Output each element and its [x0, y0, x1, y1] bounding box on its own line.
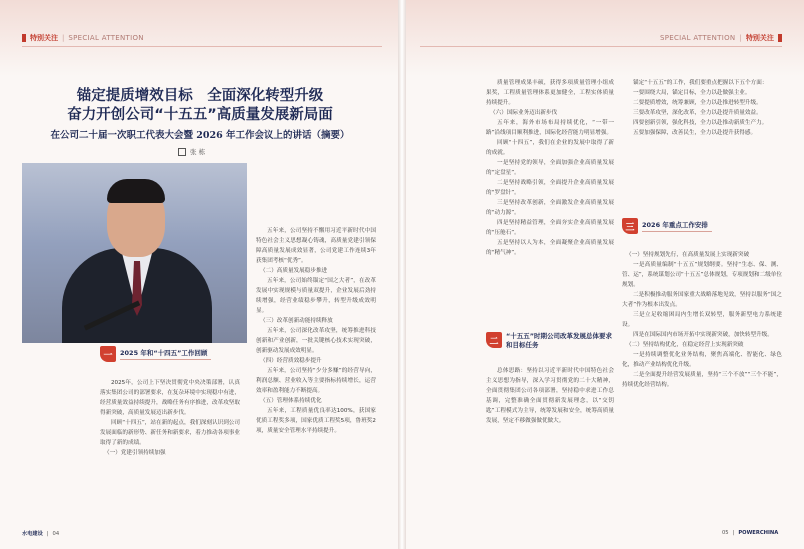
paragraph: 五年来，公司深化改革攻坚，统筹推进科技创新和产业创新，一批关键核心技术实现突破，创新驱动发展成效明显。	[256, 328, 376, 354]
paragraph: 回顾“十四五”，站在新的起点，我们深刻认识到公司发展面临的新形势、新任务和新要求，着力推动各项事业取得了新的成绩。	[100, 420, 240, 446]
subheading: （三）改革创新动能持续释放	[260, 318, 333, 324]
right-column-bottom	[486, 366, 614, 426]
paragraph: 一是高质量编制“十五五”规划纲要。坚持“生态、保、测、管、运”，系统谋划公司“十五五”总体规划，专项规划和二级单位规划。	[622, 262, 782, 288]
paragraph: 二要提质增效，统筹兼顾，全力以赴推进转型升级。	[633, 100, 762, 106]
left-header-title: 特别关注	[30, 34, 58, 42]
paragraph: 五要加强保障，改善民生，全力以赴提升获得感。	[633, 130, 757, 136]
paragraph: 五年来，公司坚持不懈用习近平新时代中国特色社会主义思想凝心铸魂，高质量党建引领保障高质量发展成效显著，公司党建工作连续3年获集团考核“优秀”。	[256, 228, 376, 264]
paragraph: 五年来，公司始终锚定“国之大者”，在改革发展中实现规模与质量双提升，企业发展后劲持续增强，经营业绩稳步攀升，转型升级成效明显。	[256, 278, 376, 314]
paragraph: 一是坚持党的领导，全面加强企业高质量发展的“定盘星”。	[486, 160, 614, 176]
header-separator: |	[62, 34, 65, 42]
paragraph: 四是在国际国内市场开拓中实现新突破，加快转型升级。	[633, 332, 773, 338]
right-footer	[722, 530, 778, 536]
section-heading-1	[100, 346, 211, 362]
subheading: （二）高质量发展稳步推进	[260, 268, 328, 274]
section-number-badge: 一	[100, 346, 116, 362]
paragraph: 二是坚持战略引领，全面提升企业高质量发展的“罗盘针”。	[486, 180, 614, 196]
paragraph: 二是全面提升经营发展质量，坚持“三个不放”“三个不能”，持续优化经营结构。	[622, 372, 782, 388]
speaker-photo	[22, 163, 247, 343]
author-name: 张 栋	[190, 148, 206, 156]
paragraph: 五是坚持以人为本，全面凝聚企业高质量发展的“精气神”。	[486, 240, 614, 256]
footer-page-number: 05	[722, 530, 729, 536]
subheading: （六）国际业务迈出新步伐	[490, 110, 558, 116]
right-running-header	[660, 33, 782, 43]
section-heading-2	[486, 332, 614, 350]
article-title-line2: 奋力开创公司“十五五”高质量发展新局面	[67, 107, 333, 123]
left-footer	[22, 530, 59, 537]
author-box-icon	[178, 148, 186, 156]
paragraph: 四是坚持精益管理，全面夯实企业高质量发展的“压舱石”。	[486, 220, 614, 236]
right-header-en: SPECIAL ATTENTION	[660, 34, 736, 42]
paragraph: 三是坚持改革创新，全面激发企业高质量发展的“动力源”。	[486, 200, 614, 216]
paragraph: 一要围绕大局，锚定目标，全力以赴做强主业。	[633, 90, 751, 96]
far-right-column-top	[622, 78, 782, 138]
header-separator: |	[739, 34, 742, 42]
right-header-rule	[420, 46, 782, 47]
paragraph: 锚定“十五五”的工作，我们要重点把握以下五个方面：	[633, 80, 768, 86]
paragraph: 二是积极推动服务国家重大战略落地见效，坚持以服务“国之大者”作为根本出发点。	[622, 292, 782, 308]
paragraph: 五年来，工程质量优良率达100%，获国家优质工程奖多项，国家优质工程奖5项，鲁班奖2项，质量安全管理水平持续提升。	[256, 408, 376, 434]
paragraph: 回顾“十四五”，我们在企业的发展中取得了新的成就。	[486, 140, 614, 156]
section-label: 2026 年重点工作安排	[642, 220, 712, 232]
left-column-bottom	[100, 378, 240, 458]
right-header-title: 特别关注	[745, 34, 774, 42]
right-column-top	[486, 78, 614, 258]
section-label: 2025 年和“十四五”工作回顾	[120, 348, 211, 360]
section-number-badge: 三	[622, 218, 638, 234]
section-heading-3	[622, 218, 712, 234]
footer-separator: |	[46, 530, 49, 537]
paragraph: 五年来，公司坚持“少分多赚”的经营导向，利润总额、营业收入等主要指标持续增长，运营效率和盈利能力不断提高。	[256, 368, 376, 394]
far-right-column-bottom	[622, 250, 782, 390]
paragraph: 一是持续调整优化业务结构，聚焦高端化、智能化、绿色化，推动产业结构优化升级。	[622, 352, 782, 368]
article-title-line1: 锚定提质增效目标 全面深化转型升级	[76, 88, 324, 104]
left-running-header	[22, 33, 144, 43]
section-label: “十五五”时期公司改革发展总体要求和目标任务	[506, 332, 613, 349]
left-header-en: SPECIAL ATTENTION	[68, 34, 144, 42]
footer-separator: |	[732, 530, 735, 536]
subheading: （一）党建引领持续加强	[104, 450, 166, 456]
left-header-rule	[22, 46, 382, 47]
footer-brand: POWERCHINA	[738, 530, 779, 536]
paragraph: 2025年，公司上下坚决贯彻党中央决策部署，认真落实集团公司的部署要求，在复杂环境中实现稳中有进，经营质量效益持续提升，战略任务有序推进，改革攻坚取得新突破，高质量发展迈出新步伐。	[100, 380, 240, 416]
subheading: （二）坚持结构优化，在稳定经营上实现新突破	[626, 342, 744, 348]
paragraph: 质量管理成果丰硕，获得多项质量管理小组成果奖，工程质量管理体系更加健全，工程实体质量持续提升。	[486, 80, 614, 106]
page-gutter	[398, 0, 406, 549]
subheading: （五）管理体系持续优化	[260, 398, 322, 404]
section-number-badge: 二	[486, 332, 502, 348]
footer-page-number: 04	[52, 530, 60, 537]
author-byline	[178, 147, 205, 156]
paragraph: 四要创新引领，强化科技，全力以赴推动新质生产力。	[633, 120, 768, 126]
subheading: （一）坚持规划先行，在高质量发展上实现新突破	[626, 252, 750, 258]
subheading: （四）经营质效稳步提升	[260, 358, 322, 364]
article-subtitle: 在公司二十届一次职工代表大会暨 2026 年工作会议上的讲话（摘要）	[50, 130, 350, 141]
paragraph: 三是立足收缩困局内生增长双转型，服务新型电力系统建设。	[622, 312, 782, 328]
paragraph: 五年来，海外市场布局持续优化，“一带一路”沿线项目顺利推进，国际化经营能力明显增强。	[486, 120, 614, 136]
paragraph: 三要改革攻坚，深化改革，全力以赴提升质量效益。	[633, 110, 762, 116]
header-marker	[22, 34, 26, 42]
left-column-middle	[256, 226, 376, 436]
paragraph: 总体思路：坚持以习近平新时代中国特色社会主义思想为指导，深入学习贯彻党的二十大精神，全面贯彻集团公司各项部署，坚持稳中求进工作总基调，完整准确全面贯彻新发展理念，以“交钥匙”工程模式为主导，统筹发展和安全，统筹高质量发展，坚定不移做强做优做大。	[486, 368, 614, 424]
photo-hair	[107, 179, 165, 203]
header-marker	[778, 34, 782, 42]
footer-brand: 水电建设	[22, 531, 43, 537]
